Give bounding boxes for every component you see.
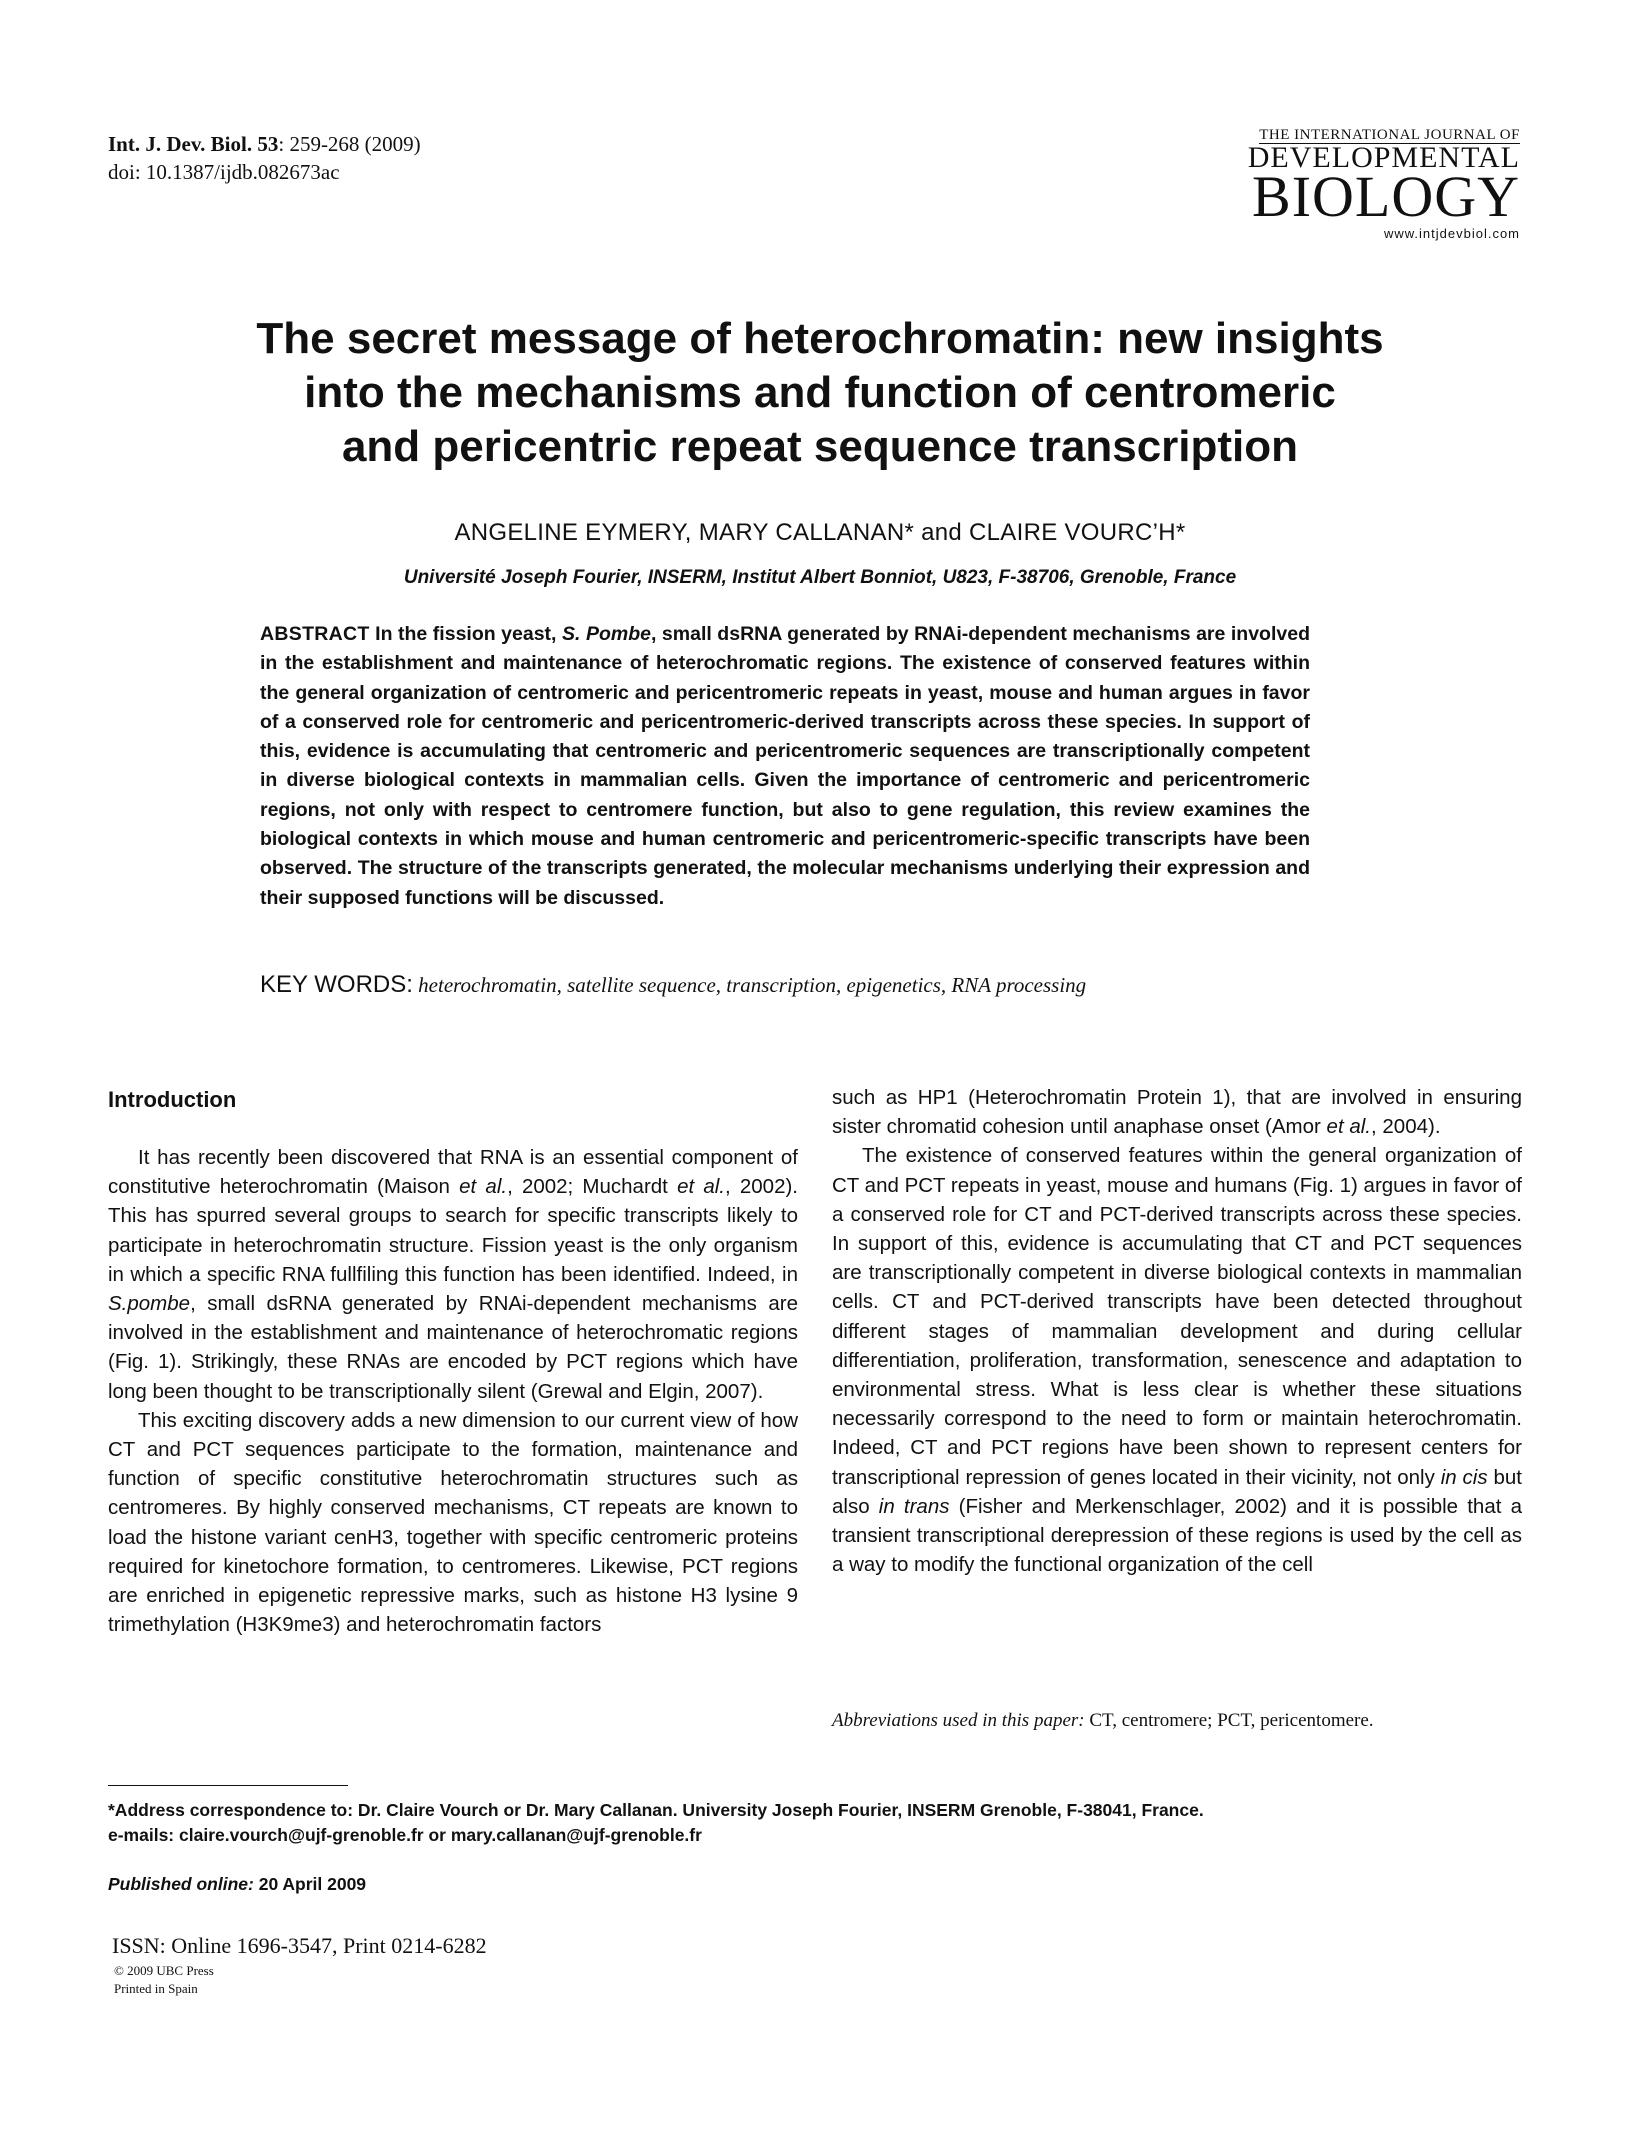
title-line-1: The secret message of heterochromatin: new insights <box>256 314 1384 363</box>
text-run: The existence of conserved features within the general organization of CT and PCT repeats in yeast, mouse and humans (Fig. 1) argues in favor of a conserved role for CT and PCT-derived transcripts across these species. In support of this, evidence is accumulating that CT and PCT sequences are transcriptionally competent in diverse biological contexts in mammalian cells. CT and PCT-derived transcripts have been detected throughout different stages of mammalian development and during cellular differentiation, proliferation, transformation, senescence and adaptation to environmental stress. What is less clear is whether these situations necessarily correspond to the need to form or maintain heterochromatin. Indeed, CT and PCT regions have been shown to represent centers for transcriptional repression of genes located in their vicinity, not only <box>832 1144 1522 1489</box>
left-column <box>108 1085 798 1639</box>
italic-run: et al. <box>677 1175 725 1199</box>
correspondence-footnote <box>108 1798 1528 1848</box>
abstract-text-b: , small dsRNA generated by RNAi-dependent mechanisms are involved in the establishment and maintenance of heterochromatic regions. The existence of conserved features within the general organization of centromeric and pericentromeric repeats in yeast, mouse and human argues in favor of a conserved role for centromeric and pericentromeric-derived transcripts across these species. In support of this, evidence is accumulating that centromeric and pericentromeric sequences are transcriptionally competent in diverse biological contexts in mammalian cells. Given the importance of centromeric and pericentromeric regions, not only with respect to centromere function, but also to gene regulation, this review examines the biological contexts in which mouse and human centromeric and pericentromeric-specific transcripts have been observed. The structure of the transcripts generated, the molecular mechanisms underlying their expression and their supposed functions will be discussed. <box>260 623 1310 909</box>
keywords <box>260 970 1410 1000</box>
text-run: It has recently been discovered that RNA is an essential component of constitutive heterochromatin (Maison <box>108 1146 798 1199</box>
logo-line-3: BIOLOGY <box>1252 164 1520 229</box>
journal-logo <box>1210 126 1520 241</box>
text-run: (Fisher and Merkenschlager, 2002) and it is possible that a transient transcriptional derepression of these regions is used by the cell as a way to modify the functional organization of the cell <box>832 1494 1522 1577</box>
abstract-species: S. Pombe <box>562 623 651 645</box>
printed-line: Printed in Spain <box>114 1981 198 1996</box>
correspondence-label: *Address correspondence to: <box>108 1800 354 1820</box>
issn: ISSN: Online 1696-3547, Print 0214-6282 <box>112 1933 487 1958</box>
abstract <box>260 620 1310 913</box>
published-date: 20 April 2009 <box>253 1874 367 1894</box>
copyright-line: © 2009 UBC Press <box>114 1963 214 1978</box>
logo-line-1: THE INTERNATIONAL JOURNAL OF <box>1259 127 1520 143</box>
abstract-text-a: In the fission yeast, <box>369 623 562 645</box>
logo-line-2: DEVELOPMENTAL <box>1247 141 1520 174</box>
text-run: but also <box>832 1465 1522 1518</box>
paragraph <box>832 1083 1522 1141</box>
text-run: , small dsRNA generated by RNAi-dependent mechanisms are involved in the establishment and maintenance of heterochromatic regions (Fig. 1). Strikingly, these RNAs are encoded by PCT regions which have long been thought to be transcriptionally silent (Grewal and Elgin, 2007). <box>108 1292 798 1403</box>
title-line-3: and pericentric repeat sequence transcription <box>341 422 1299 471</box>
paragraph <box>832 1141 1522 1579</box>
italic-run: in cis <box>1440 1465 1488 1489</box>
correspondence-text: Dr. Claire Vourch or Dr. Mary Callanan. University Joseph Fourier, INSERM Grenoble, F-38041, France. <box>353 1800 1204 1820</box>
abbreviations-note <box>832 1708 1522 1734</box>
article-title <box>150 312 1490 474</box>
abbreviations-text: CT, centromere; PCT, pericentomere. <box>1084 1710 1374 1731</box>
correspondence-emails: e-mails: claire.vourch@ujf-grenoble.fr or mary.callanan@ujf-grenoble.fr <box>108 1825 702 1845</box>
citation-line <box>108 130 421 158</box>
author-list: ANGELINE EYMERY, MARY CALLANAN* and CLAIRE VOURC’H* <box>454 519 1186 546</box>
abstract-label: ABSTRACT <box>260 623 370 645</box>
journal-url: www.intjdevbiol.com <box>1383 226 1520 241</box>
text-run: such as HP1 (Heterochromatin Protein 1), that are involved in ensuring sister chromatid cohesion until anaphase onset (Amor <box>832 1086 1522 1139</box>
italic-run: et al. <box>459 1175 508 1199</box>
italic-run: S.pombe <box>108 1292 191 1316</box>
paragraph: This exciting discovery adds a new dimension to our current view of how CT and PCT sequences participate to the formation, maintenance and function of specific constitutive heterochromatin structures such as centromeres. By highly conserved mechanisms, CT repeats are known to load the histone variant cenH3, together with specific centromeric proteins required for kinetochore formation, to centromeres. Likewise, PCT regions are enriched in epigenetic repressive marks, such as histone H3 lysine 9 trimethylation (H3K9me3) and heterochromatin factors <box>108 1408 798 1637</box>
doi: doi: 10.1387/ijdb.082673ac <box>108 160 340 184</box>
journal-abbrev: Int. J. Dev. Biol. <box>108 132 253 156</box>
affiliation: Université Joseph Fourier, INSERM, Institut Albert Bonniot, U823, F-38706, Grenoble, France <box>403 567 1237 588</box>
published-label: Published online: <box>108 1874 254 1894</box>
section-heading: Introduction <box>108 1087 237 1112</box>
italic-run: in trans <box>878 1494 950 1518</box>
italic-run: et al. <box>1326 1115 1371 1139</box>
text-run: , 2002; Muchardt <box>507 1175 678 1199</box>
abbreviations-label: Abbreviations used in this paper: <box>832 1710 1085 1731</box>
paragraph <box>108 1143 798 1406</box>
citation-block <box>108 130 421 186</box>
text-run: , 2002). This has spurred several groups to search for specific transcripts likely to participate in heterochromatin structure. Fission yeast is the only organism in which a specific RNA fullfiling this function has been identified. Indeed, in <box>108 1175 798 1286</box>
keywords-list: heterochromatin, satellite sequence, transcription, epigenetics, RNA processing <box>412 973 1087 997</box>
right-column <box>832 1083 1522 1579</box>
page-range: : 259-268 (2009) <box>278 132 421 156</box>
footnote-divider <box>108 1785 348 1786</box>
volume-number: 53 <box>257 132 279 156</box>
title-line-2: into the mechanisms and function of centromeric <box>304 368 1336 417</box>
published-online <box>108 1872 366 1896</box>
text-run: , 2004). <box>1371 1115 1441 1139</box>
keywords-label: KEY WORDS: <box>260 971 413 998</box>
